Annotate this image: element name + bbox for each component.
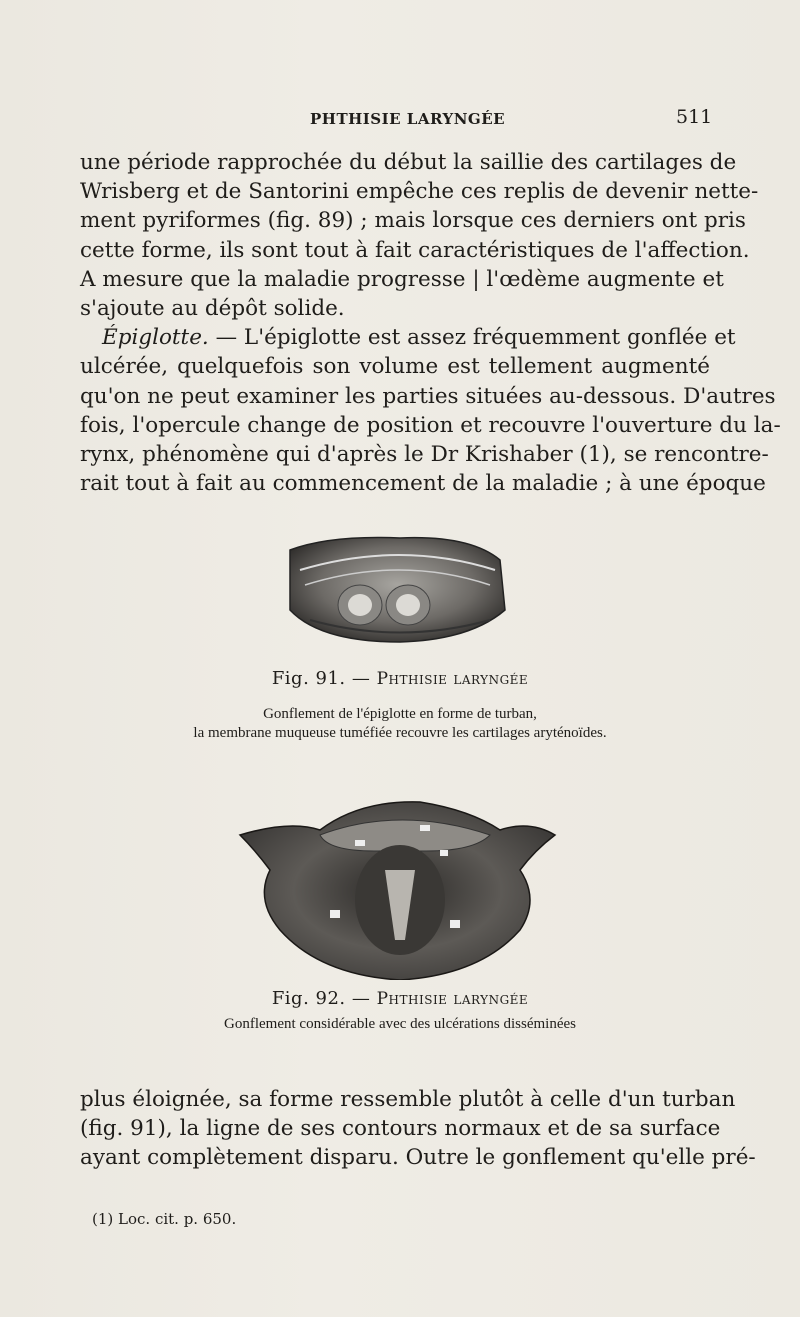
figure-91-illustration xyxy=(0,530,800,650)
figure-91-caption xyxy=(0,705,800,743)
text-fragment: — L'épiglotte est assez fréquemment gonflée et xyxy=(208,325,736,351)
text-line: rynx, phénomène qui d'après le Dr Krishaber (1), se rencontre- xyxy=(80,442,769,468)
figure-91-title xyxy=(0,668,800,689)
text-line: qu'on ne peut examiner les parties situées au-dessous. D'autres xyxy=(80,383,776,409)
figure-92-dash: — xyxy=(345,988,377,1009)
figure-92-label: Fig. 92. xyxy=(271,988,346,1009)
text-line: plus éloignée, sa forme ressemble plutôt à celle d'un turban xyxy=(80,1087,736,1112)
running-title: PHTHISIE LARYNGÉE xyxy=(310,110,506,128)
text-line: une période rapprochée du début la saillie des cartilages de xyxy=(80,150,737,175)
figure-91-dash: — xyxy=(345,668,377,689)
text-line xyxy=(80,323,736,352)
caption-line: Gonflement de l'épiglotte en forme de turban, xyxy=(263,706,537,722)
footnote: (1) Loc. cit. p. 650. xyxy=(92,1210,237,1228)
text-line: ayant complètement disparu. Outre le gonflement qu'elle pré- xyxy=(80,1145,756,1171)
figure-92-subject: Phthisie laryngée xyxy=(376,989,529,1009)
figure-91-label: Fig. 91. xyxy=(271,668,346,689)
text-line: cette forme, ils sont tout à fait caractéristiques de l'affection. xyxy=(80,237,750,263)
text-line: (fig. 91), la ligne de ses contours normaux et de sa surface xyxy=(80,1116,721,1142)
text-line: Wrisberg et de Santorini empêche ces replis de devenir nette- xyxy=(80,179,759,205)
figure-92 xyxy=(0,790,800,1050)
text-line: ment pyriformes (fig. 89) ; mais lorsque ces derniers ont pris xyxy=(80,208,746,234)
paragraph-1 xyxy=(80,148,781,498)
text-line: ulcérée, quelquefois son volume est tellement augmenté xyxy=(80,354,710,380)
figure-91 xyxy=(0,530,800,750)
page-number: 511 xyxy=(676,106,713,128)
paragraph-3 xyxy=(80,1085,756,1173)
text-line: A mesure que la maladie progresse | l'œdème augmente et xyxy=(80,266,724,292)
caption-line: Gonflement considérable avec des ulcérations disséminées xyxy=(224,1016,576,1032)
text-line: s'ajoute au dépôt solide. xyxy=(80,296,345,322)
text-line: rait tout à fait au commencement de la maladie ; à une époque xyxy=(80,471,766,497)
figure-92-title xyxy=(0,988,800,1009)
figure-92-caption xyxy=(0,1015,800,1034)
figure-91-subject: Phthisie laryngée xyxy=(376,669,529,689)
page-header xyxy=(0,104,800,134)
text-line: fois, l'opercule change de position et recouvre l'ouverture du la- xyxy=(80,412,781,438)
caption-line: la membrane muqueuse tuméfiée recouvre les cartilages aryténoïdes. xyxy=(193,725,607,741)
section-heading-epiglotte: Épiglotte. xyxy=(102,325,209,351)
figure-92-illustration xyxy=(0,790,800,980)
